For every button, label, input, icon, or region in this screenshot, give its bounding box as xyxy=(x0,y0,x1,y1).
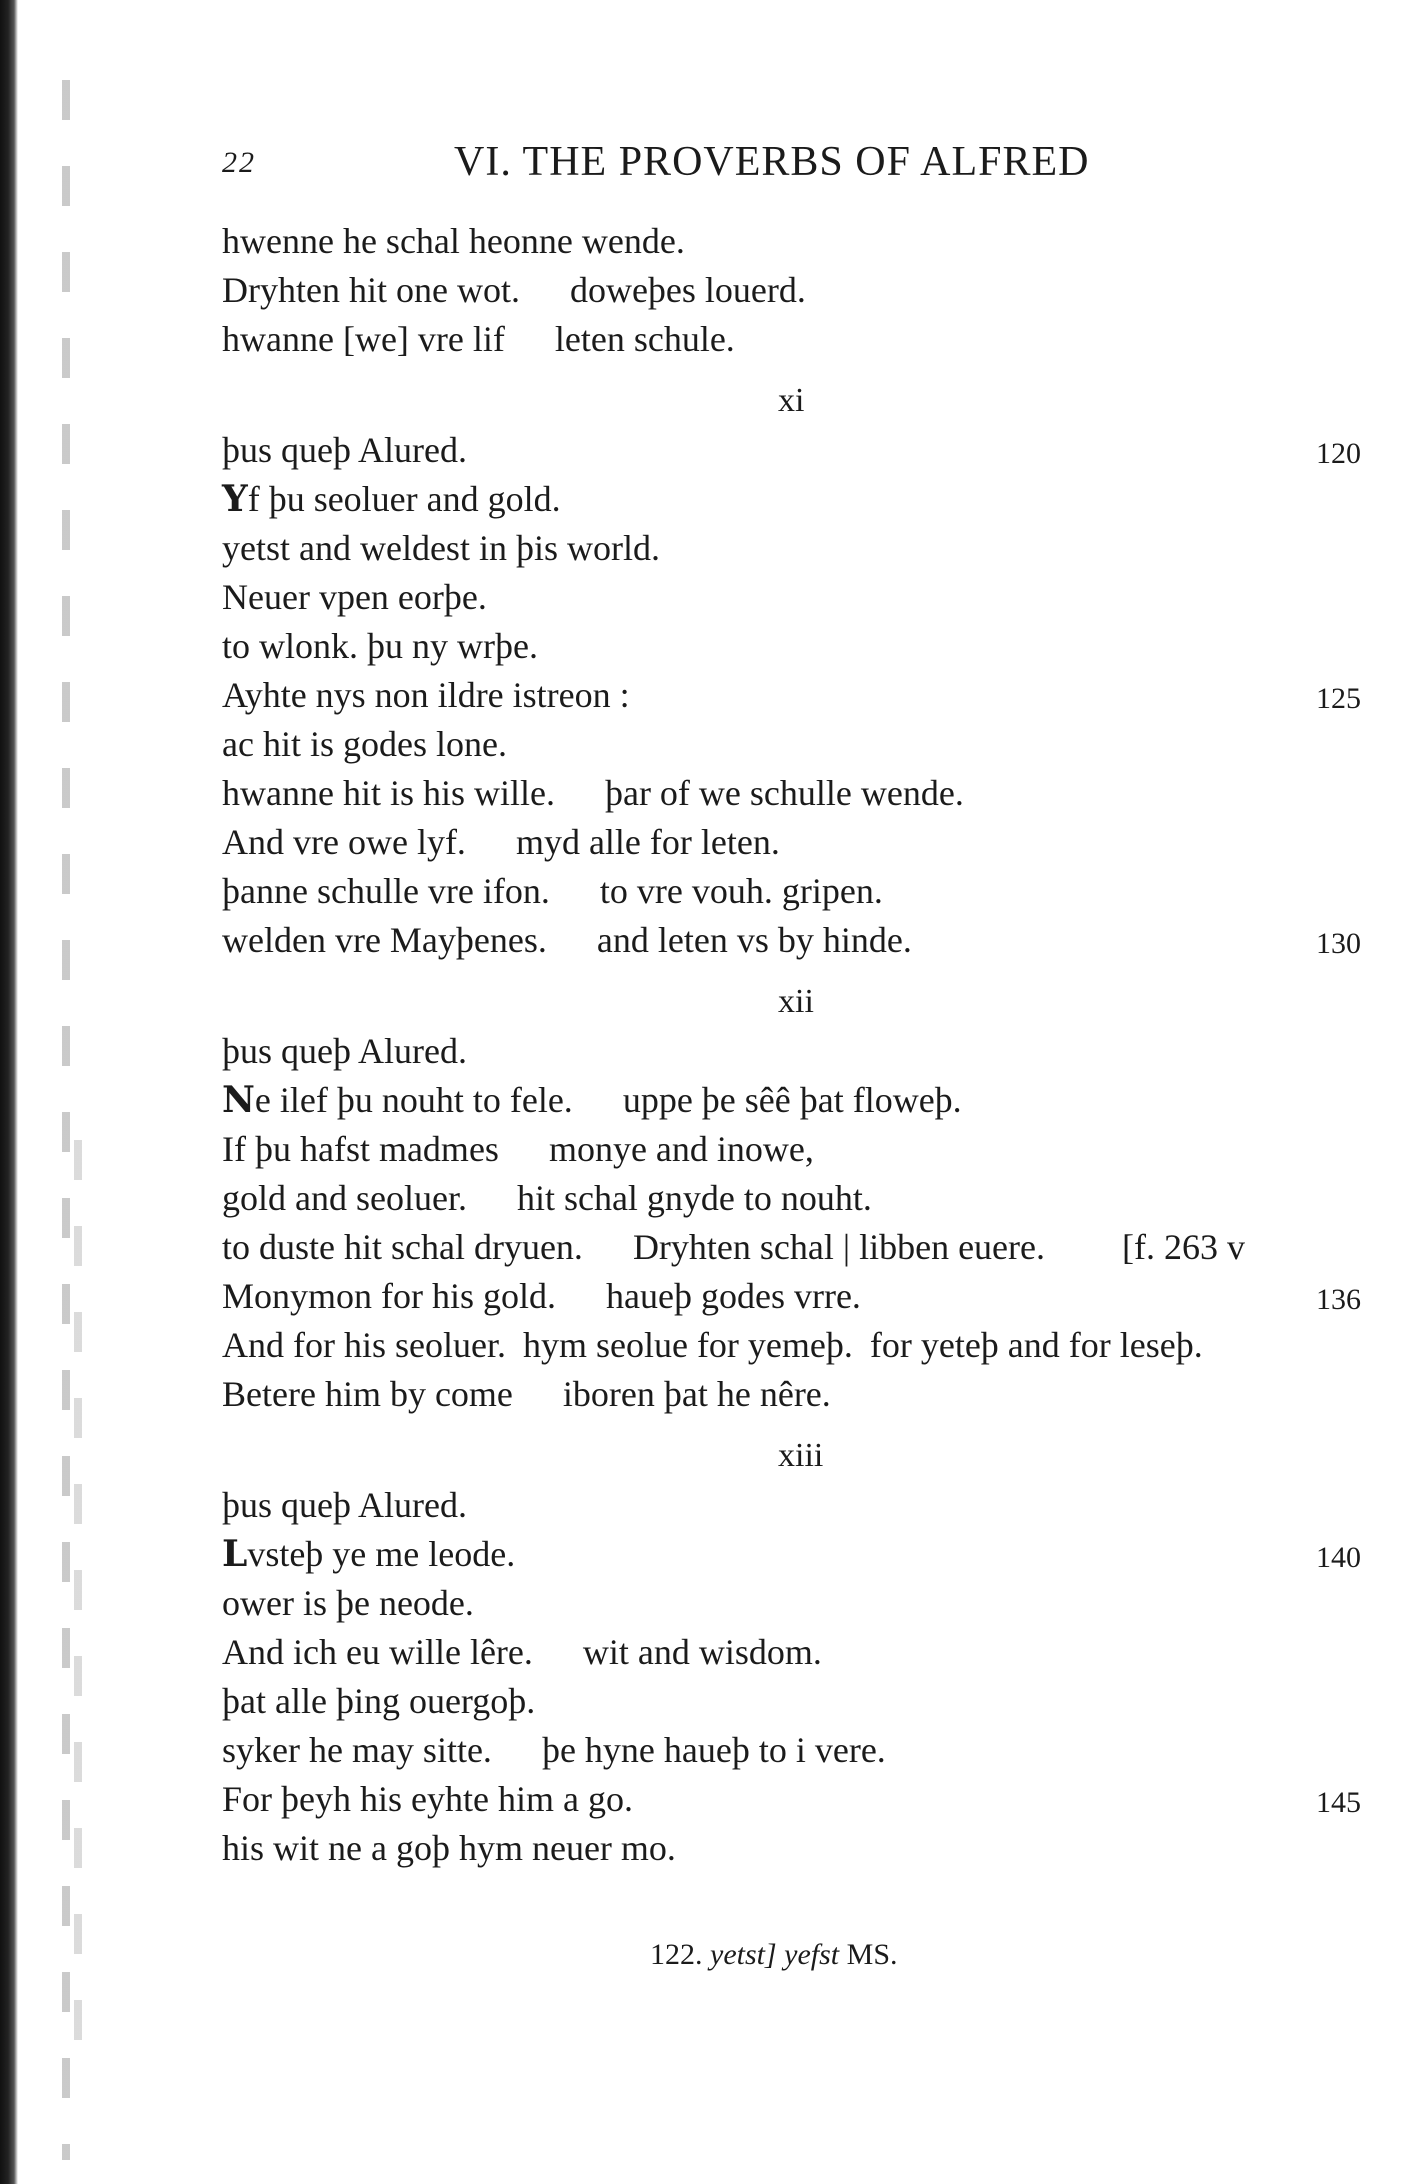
verse-line xyxy=(222,1629,822,1675)
verse-line xyxy=(222,1678,535,1724)
verse-line xyxy=(222,721,507,767)
line-number: 140 xyxy=(1316,1541,1361,1574)
half-line-b: hit schal gnyde to nouht. xyxy=(516,1178,872,1218)
footnote xyxy=(650,1938,898,1972)
half-line-b: myd alle for leten. xyxy=(515,822,780,862)
half-line-a: þus queþ Alured. xyxy=(222,430,467,470)
page-edge-marks xyxy=(74,1140,82,2040)
verse-line xyxy=(222,525,660,571)
half-line-a: Neuer vpen eorþe. xyxy=(222,577,487,617)
half-line-a: vsteþ ye me leode. xyxy=(247,1534,516,1574)
verse-line xyxy=(222,1175,872,1221)
section-heading: xiii xyxy=(778,1437,824,1474)
half-line-b: hym seolue for yemeþ. xyxy=(522,1325,853,1365)
half-line-a: gold and seoluer. xyxy=(222,1178,467,1218)
line-number: 130 xyxy=(1316,927,1361,960)
verse-line xyxy=(222,819,780,865)
half-line-b: doweþes louerd. xyxy=(569,270,806,310)
initial-letter: L xyxy=(222,1533,248,1575)
half-line-a: þat alle þing ouergoþ. xyxy=(222,1681,536,1721)
half-line-b: haueþ godes vrre. xyxy=(606,1276,861,1316)
verse-line xyxy=(222,1224,1045,1270)
verse-line xyxy=(222,1482,467,1528)
half-line-a: syker he may sitte. xyxy=(222,1730,492,1770)
footnote-siglum: MS. xyxy=(846,1938,898,1971)
section-heading: xi xyxy=(778,382,805,419)
verse-line xyxy=(222,1028,467,1074)
verse-line xyxy=(222,1727,886,1773)
half-line-b: iboren þat he nêre. xyxy=(562,1374,831,1414)
line-number: 145 xyxy=(1316,1786,1361,1819)
half-line-a: hwenne he schal heonne wende. xyxy=(222,221,685,261)
verse-line xyxy=(222,1580,474,1626)
half-line-b: Dryhten schal | libben euere. xyxy=(632,1227,1045,1267)
footnote-reading: yefst xyxy=(784,1938,840,1971)
half-line-a: For þeyh his eyhte him a go. xyxy=(222,1779,633,1819)
half-line-b: for yeteþ and for leseþ. xyxy=(869,1325,1203,1365)
verse-line xyxy=(222,623,538,669)
verse-line xyxy=(222,868,883,914)
half-line-b: leten schule. xyxy=(554,319,735,359)
half-line-a: Betere him by come xyxy=(222,1374,513,1414)
half-line-a: And vre owe lyf. xyxy=(222,822,466,862)
line-number: 136 xyxy=(1316,1283,1361,1316)
verse-line xyxy=(222,218,685,264)
page-number: 22 xyxy=(222,146,256,179)
verse-line xyxy=(222,267,806,313)
half-line-b: and leten vs by hinde. xyxy=(596,920,912,960)
section-heading: xii xyxy=(778,983,814,1020)
half-line-a: yetst and weldest in þis world. xyxy=(222,528,660,568)
half-line-a: to duste hit schal dryuen. xyxy=(222,1227,583,1267)
half-line-a: þanne schulle vre ifon. xyxy=(222,871,550,911)
half-line-b: þe hyne haueþ to i vere. xyxy=(541,1730,886,1770)
verse-line xyxy=(222,1371,831,1417)
verse-line xyxy=(222,574,487,620)
verse-line xyxy=(222,917,912,963)
page-edge-shadow xyxy=(0,0,18,2184)
half-line-a: þus queþ Alured. xyxy=(222,1031,467,1071)
half-line-b: uppe þe sêê þat floweþ. xyxy=(622,1080,962,1120)
verse-line xyxy=(222,1273,861,1319)
half-line-b: wit and wisdom. xyxy=(582,1632,822,1672)
verse-line xyxy=(222,1126,814,1172)
half-line-b: þar of we schulle wende. xyxy=(604,773,964,813)
verse-line xyxy=(222,1825,676,1871)
half-line-a: If þu hafst madmes xyxy=(222,1129,499,1169)
page-header xyxy=(222,138,1134,198)
half-line-a: hwanne hit is his wille. xyxy=(222,773,555,813)
half-line-a: ac hit is godes lone. xyxy=(222,724,507,764)
verse-line xyxy=(222,1531,515,1577)
line-number: 125 xyxy=(1316,682,1361,715)
page-edge-marks xyxy=(62,80,70,2160)
verse-line xyxy=(222,1077,962,1123)
half-line-a: welden vre Mayþenes. xyxy=(222,920,547,960)
line-number: 120 xyxy=(1316,437,1361,470)
footnote-lemma: yetst] xyxy=(710,1938,777,1971)
half-line-a: f þu seoluer and gold. xyxy=(247,479,561,519)
initial-letter: N xyxy=(222,1079,255,1121)
running-head: VI. THE PROVERBS OF ALFRED xyxy=(454,139,1090,185)
half-line-a: hwanne [we] vre lif xyxy=(222,319,505,359)
verse-line xyxy=(222,1776,633,1822)
folio-reference: [f. 263 v xyxy=(1122,1227,1245,1267)
half-line-a: þus queþ Alured. xyxy=(222,1485,467,1525)
half-line-a: Dryhten hit one wot. xyxy=(222,270,520,310)
half-line-b: monye and inowe, xyxy=(548,1129,814,1169)
verse-line xyxy=(222,1322,1203,1368)
verse-line xyxy=(222,316,735,362)
half-line-a: And ich eu wille lêre. xyxy=(222,1632,533,1672)
half-line-a: his wit ne a goþ hym neuer mo. xyxy=(222,1828,676,1868)
half-line-a: to wlonk. þu ny wrþe. xyxy=(222,626,538,666)
half-line-a: ower is þe neode. xyxy=(222,1583,474,1623)
half-line-a: Monymon for his gold. xyxy=(222,1276,557,1316)
verse-line xyxy=(222,770,964,816)
footnote-line-number: 122. xyxy=(650,1938,703,1971)
half-line-a: e ilef þu nouht to fele. xyxy=(254,1080,573,1120)
verse-line xyxy=(222,427,467,473)
half-line-b: to vre vouh. gripen. xyxy=(599,871,883,911)
verse-line xyxy=(222,672,630,718)
half-line-a: Ayhte nys non ildre istreon : xyxy=(222,675,630,715)
verse-line xyxy=(222,476,561,522)
half-line-a: And for his seoluer. xyxy=(222,1325,506,1365)
initial-letter: Y xyxy=(222,478,248,520)
